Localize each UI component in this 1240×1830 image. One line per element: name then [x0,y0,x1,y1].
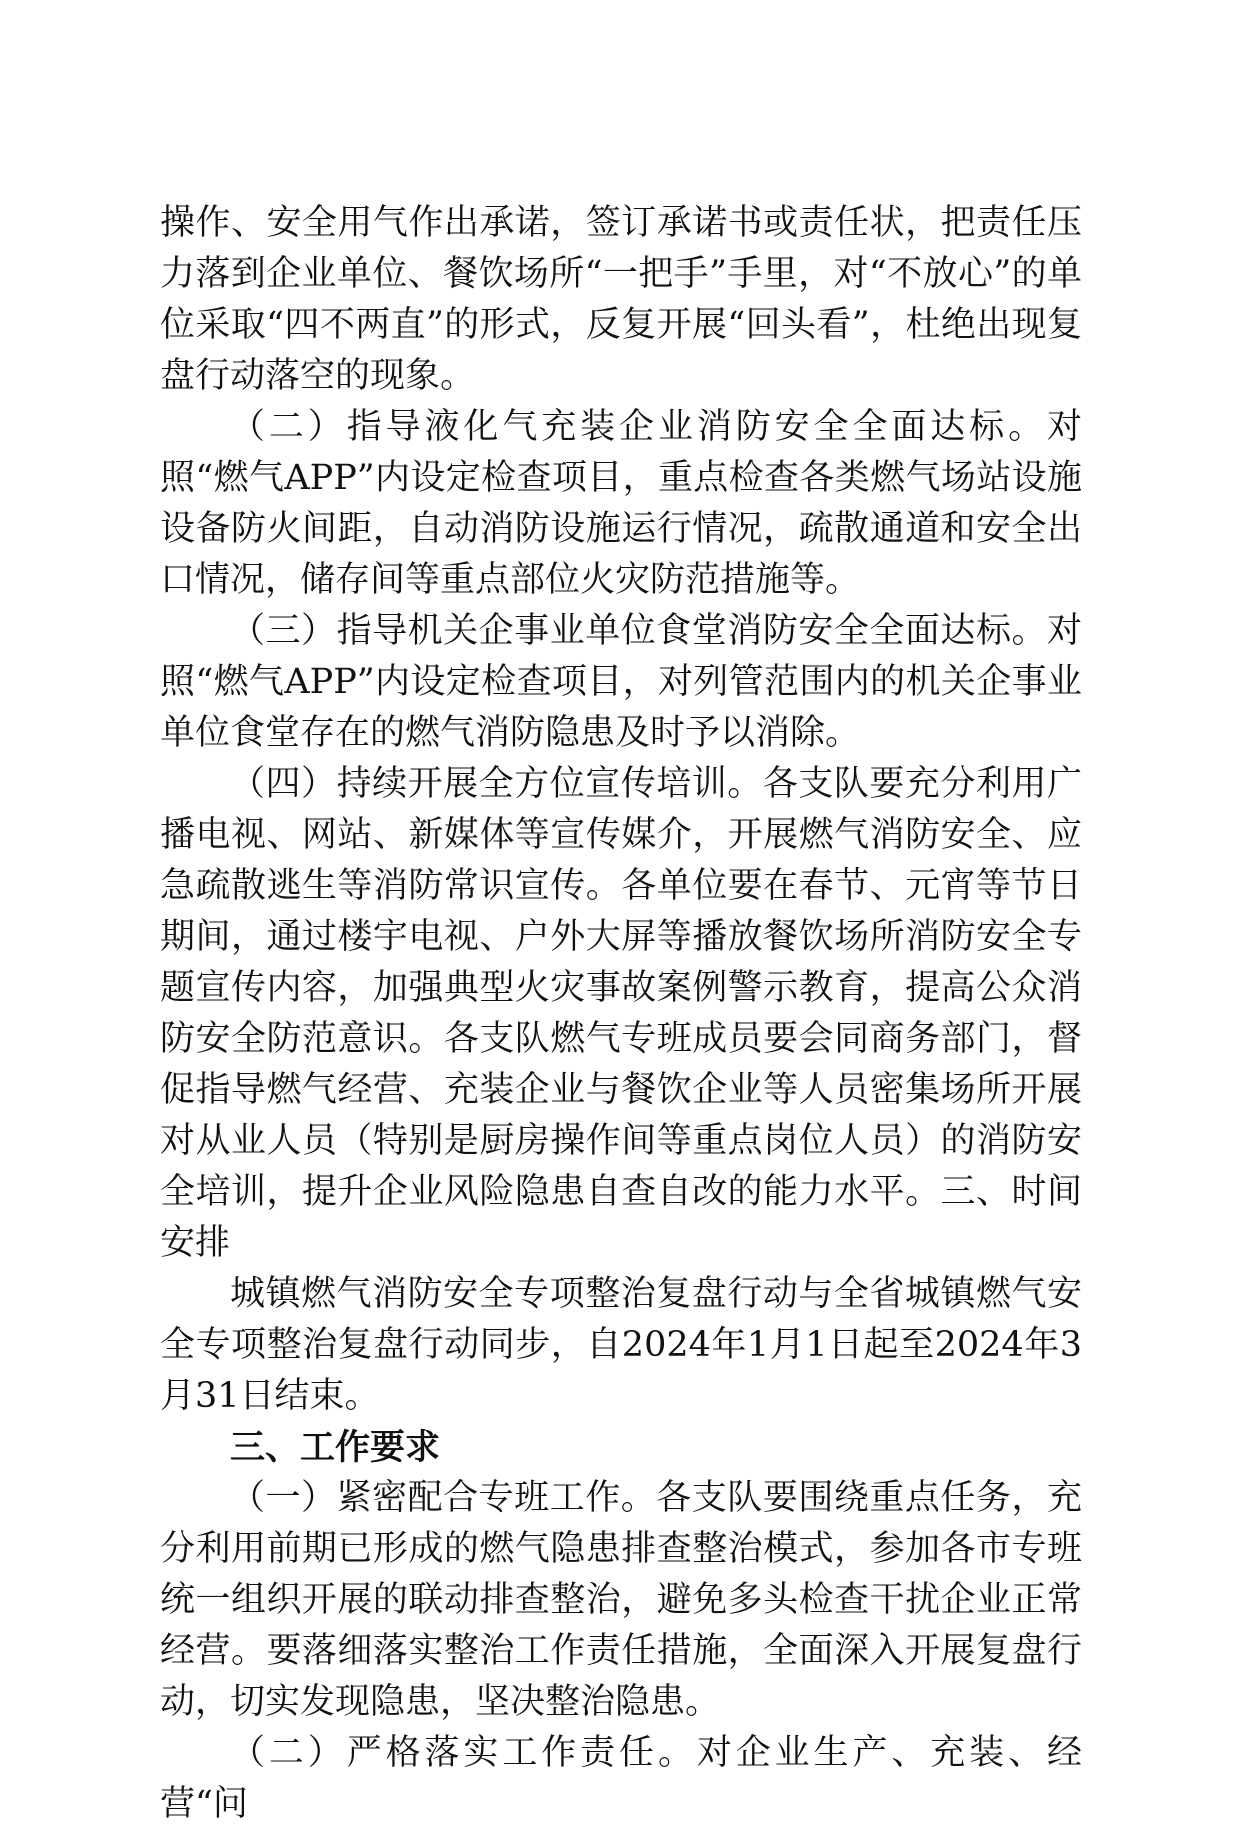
paragraph-responsibility: （二）严格落实工作责任。对企业生产、充装、经营“问 [160,1733,1082,1824]
paragraph-schedule: 城镇燃气消防安全专项整治复盘行动与全省城镇燃气安全专项整治复盘行动同步，自2024年1月1日起至2024年3月31日结束。 [160,1274,1082,1416]
paragraph-cooperation: （一）紧密配合专班工作。各支队要围绕重点任务，充分利用前期已形成的燃气隐患排查整治模式，参加各市专班统一组织开展的联动排查整治，避免多头检查干扰企业正常经营。要落细落实整治工作责任措施，全面深入开展复盘行动，切实发现隐患，坚决整治隐患。 [160,1478,1082,1722]
section-heading-work-requirements: 三、工作要求 [230,1427,441,1468]
paragraph-continuation: 操作、安全用气作出承诺，签订承诺书或责任状，把责任压力落到企业单位、餐饮场所“一把手”手里，对“不放心”的单位采取“四不两直”的形式，反复开展“回头看”，杜绝出现复盘行动落空的现象。 [160,203,1082,396]
paragraph-canteen: （三）指导机关企事业单位食堂消防安全全面达标。对照“燃气APP”内设定检查项目，对列管范围内的机关企事业单位食堂存在的燃气消防隐患及时予以消除。 [160,611,1082,753]
paragraph-lpg-filling: （二）指导液化气充装企业消防安全全面达标。对照“燃气APP”内设定检查项目，重点检查各类燃气场站设施设备防火间距，自动消防设施运行情况，疏散通道和安全出口情况，储存间等重点部位火灾防范措施等。 [160,407,1082,600]
paragraph-publicity-training: （四）持续开展全方位宣传培训。各支队要充分利用广播电视、网站、新媒体等宣传媒介，开展燃气消防安全、应急疏散逃生等消防常识宣传。各单位要在春节、元宵等节日期间，通过楼宇电视、户外大屏等播放餐饮场所消防安全专题宣传内容，加强典型火灾事故案例警示教育，提高公众消防安全防范意识。各支队燃气专班成员要会同商务部门，督促指导燃气经营、充装企业与餐饮企业等人员密集场所开展对从业人员（特别是厨房操作间等重点岗位人员）的消防安全培训，提升企业风险隐患自查自改的能力水平。三、时间安排 [160,764,1082,1263]
